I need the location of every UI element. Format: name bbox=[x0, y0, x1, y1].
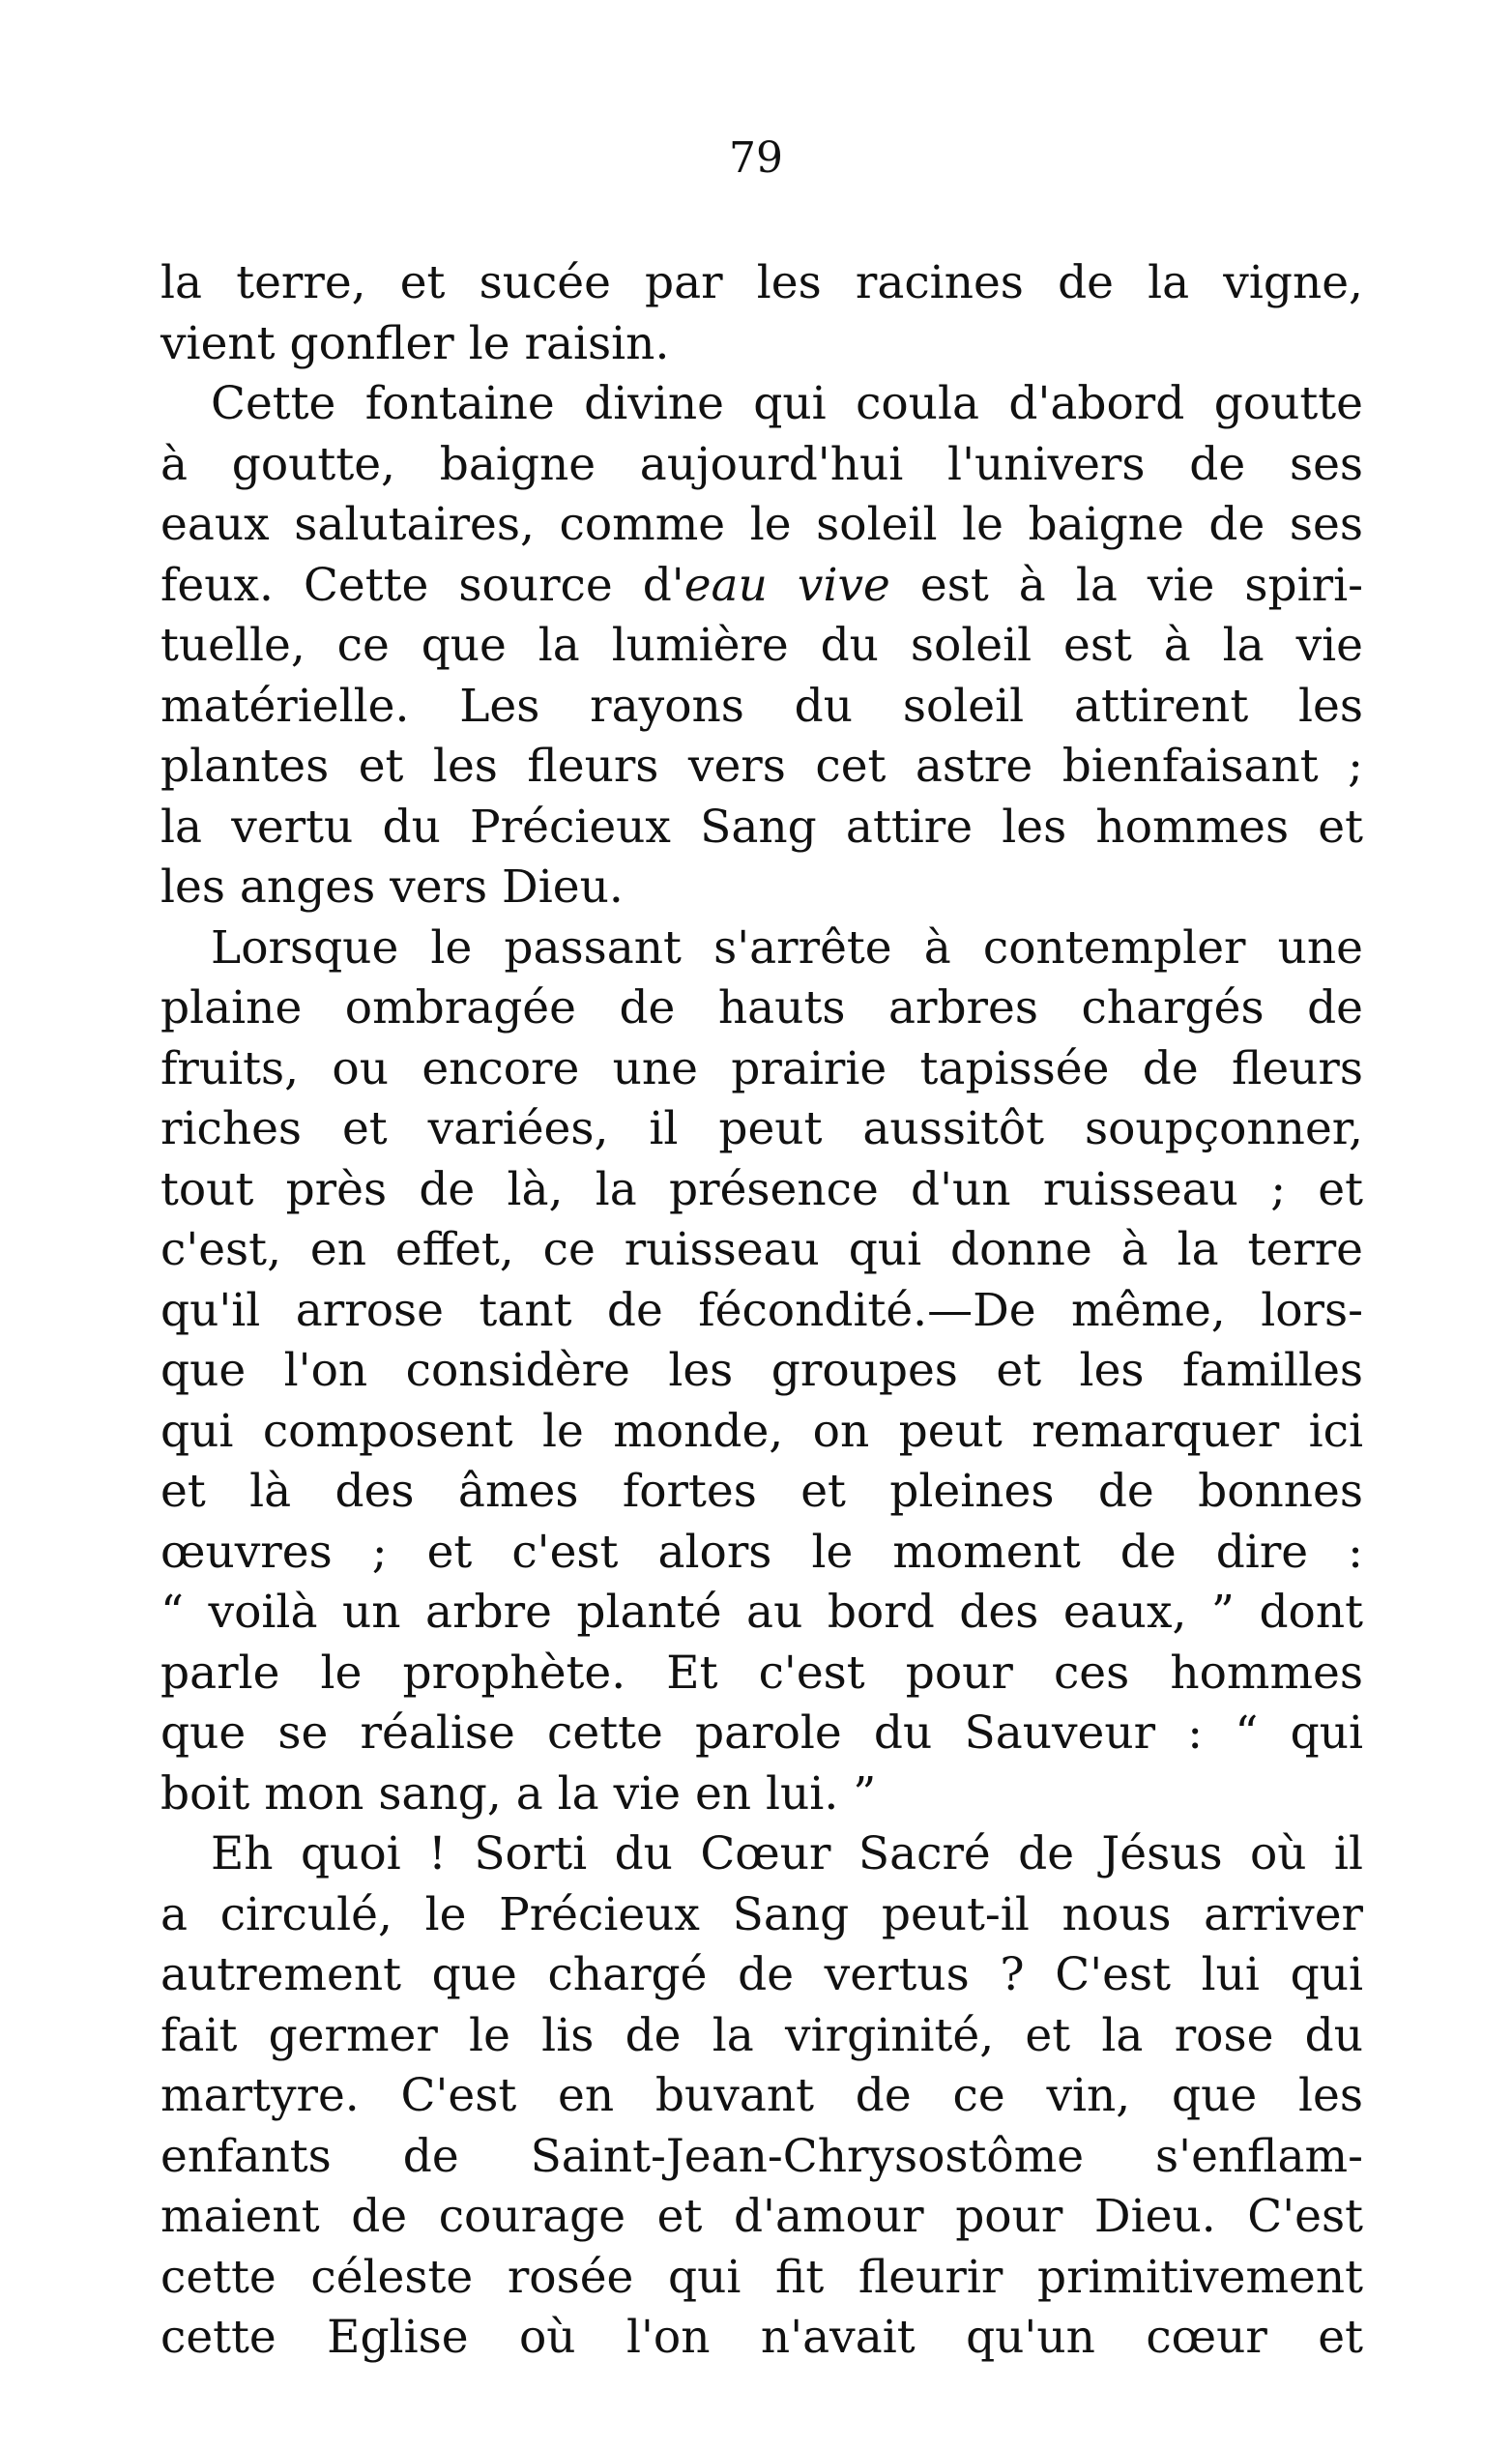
text-line: à goutte, baigne aujourd'hui l'univers de ses bbox=[160, 437, 1363, 491]
text-line: parle le prophète. Et c'est pour ces hommes bbox=[160, 1646, 1363, 1700]
text-line: feux. Cette source d'eau vive est à la vie spiri- bbox=[160, 558, 1363, 612]
text-line: qu'il arrose tant de fécondité.—De même, lors- bbox=[160, 1283, 1363, 1337]
text-line: matérielle. Les rayons du soleil attirent les bbox=[160, 679, 1363, 733]
italic-phrase: eau vive bbox=[683, 558, 890, 612]
body-text bbox=[160, 253, 1363, 2369]
text-line: enfants de Saint-Jean-Chrysostôme s'enflam- bbox=[160, 2129, 1363, 2183]
text-line: riches et variées, il peut aussitôt soupçonner, bbox=[160, 1102, 1363, 1155]
text-line: cette céleste rosée qui fit fleurir primitivement bbox=[160, 2250, 1363, 2304]
text-line: fait germer le lis de la virginité, et la rose du bbox=[160, 2008, 1363, 2062]
text-line: Lorsque le passant s'arrête à contempler une bbox=[211, 920, 1363, 975]
text-line: martyre. C'est en buvant de ce vin, que les bbox=[160, 2069, 1363, 2122]
text-line: la terre, et sucée par les racines de la vigne, bbox=[160, 256, 1363, 309]
text-line: maient de courage et d'amour pour Dieu. C'est bbox=[160, 2190, 1363, 2243]
text-line: que l'on considère les groupes et les familles bbox=[160, 1344, 1363, 1397]
text-line: qui composent le monde, on peut remarquer ici bbox=[160, 1404, 1363, 1458]
text-line: “ voilà un arbre planté au bord des eaux, ” dont bbox=[160, 1586, 1363, 1639]
text-line: que se réalise cette parole du Sauveur : “ qui bbox=[160, 1706, 1363, 1760]
text-line: fruits, ou encore une prairie tapissée de fleurs bbox=[160, 1041, 1363, 1095]
text-line: œuvres ; et c'est alors le moment de dire : bbox=[160, 1525, 1363, 1579]
text-line: tuelle, ce que la lumière du soleil est à la vie bbox=[160, 619, 1363, 672]
text-line: et là des âmes fortes et pleines de bonnes bbox=[160, 1465, 1363, 1518]
text-line: plaine ombragée de hauts arbres chargés de bbox=[160, 981, 1363, 1035]
text-line: vient gonfler le raisin. bbox=[160, 316, 670, 370]
text-line: a circulé, le Précieux Sang peut-il nous arriver bbox=[160, 1887, 1363, 1941]
text-line: boit mon sang, a la vie en lui. ” bbox=[160, 1766, 877, 1821]
text-line: les anges vers Dieu. bbox=[160, 860, 624, 914]
page-number: 79 bbox=[729, 133, 783, 183]
text-line: plantes et les fleurs vers cet astre bienfaisant ; bbox=[160, 740, 1363, 793]
text-line: c'est, en effet, ce ruisseau qui donne à la terre bbox=[160, 1223, 1363, 1276]
text-line: Eh quoi ! Sorti du Cœur Sacré de Jésus où il bbox=[211, 1827, 1363, 1880]
text-line: cette Eglise où l'on n'avait qu'un cœur et bbox=[160, 2311, 1363, 2364]
text-line: la vertu du Précieux Sang attire les hommes et bbox=[160, 800, 1363, 854]
text-line: Cette fontaine divine qui coula d'abord goutte bbox=[211, 377, 1363, 430]
text-line: autrement que chargé de vertus ? C'est lui qui bbox=[160, 1948, 1363, 2001]
text-line: eaux salutaires, comme le soleil le baigne de ses bbox=[160, 498, 1363, 551]
text-line: tout près de là, la présence d'un ruisseau ; et bbox=[160, 1162, 1363, 1216]
